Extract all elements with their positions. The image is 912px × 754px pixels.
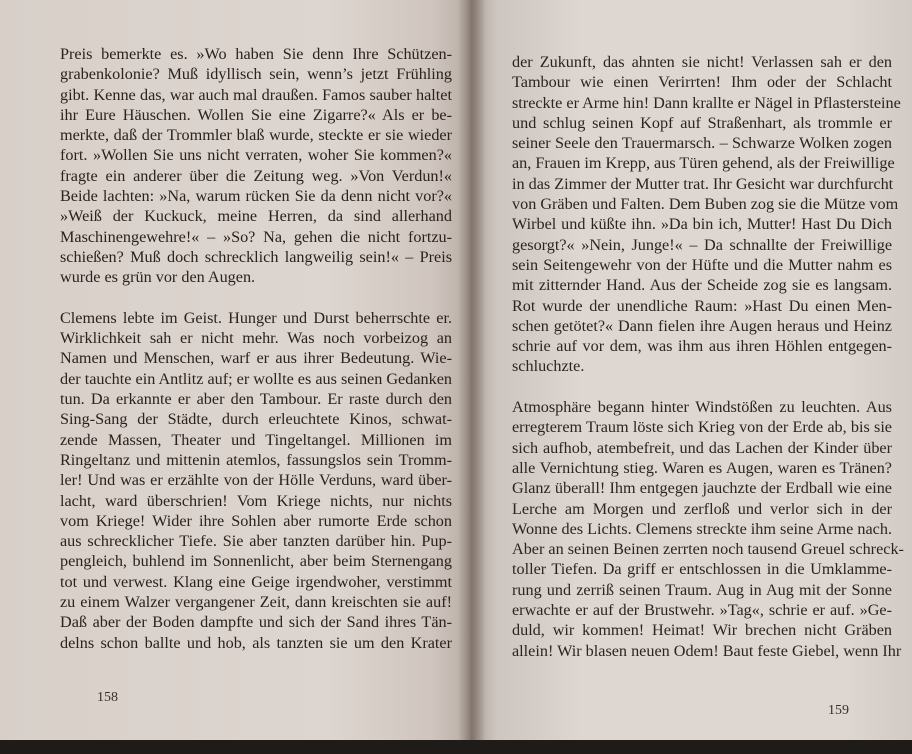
text-line: sich aufhob, atembefreit, und das Lachen der Kinder über (512, 438, 892, 457)
text-line: mit zitternder Hand. Aus der Scheide zog sie es langsam. (512, 276, 892, 295)
text-line: Atmosphäre begann hinter Windstößen zu leuchten. Aus (512, 398, 892, 417)
left-page-text (60, 44, 452, 653)
book-gutter (458, 0, 486, 740)
text-line: schen getötet?« Dann fielen ihre Augen heraus und Heinz (512, 316, 892, 335)
text-line: »Weiß der Kuckuck, meine Herren, da sind allerhand (60, 207, 452, 226)
text-line: der Zukunft, das ahnten sie nicht! Verlassen sah er den (512, 53, 892, 71)
text-line: Rot wurde der unendliche Raum: »Hast Du einen Men- (512, 296, 892, 315)
text-line: Namen und Menschen, warf er aus ihrer Bedeutung. Wie- (60, 349, 452, 368)
paragraph (512, 52, 901, 377)
text-line: allein! Wir blasen neuen Odem! Baut feste Giebel, wenn Ihr (512, 641, 902, 660)
text-line: merkte, daß der Trommler blaß wurde, steckte er sie wieder (60, 126, 452, 145)
text-line: grabenkolonie? Muß idyllisch sein, wenn’s jetzt Frühling (60, 65, 452, 84)
paragraph (60, 44, 452, 288)
text-line: Aber an seinen Beinen zerrten noch tausend Greuel schreck- (512, 540, 904, 559)
text-line: aus schrecklicher Tiefe. Sie aber tanzten darüber hin. Pup- (60, 532, 452, 551)
text-line: von Gräben und Falten. Dem Buben zog sie die Mütze vom (512, 195, 899, 214)
text-line: Wonne des Lichts. Clemens streckte ihm seine Arme nach. (512, 519, 892, 538)
text-line: in das Zimmer der Mutter trat. Ihr Gesicht war durchfurcht (512, 174, 894, 193)
text-line: pengleich, buhlend im Sonnenlicht, aber beim Sternengang (60, 552, 452, 571)
text-line: tun. Da erkannte er aber den Tambour. Er raste durch den (60, 390, 452, 409)
text-line: schrie auf vor dem, was ihm aus ihren Höhlen entgegen- (512, 337, 892, 356)
text-line: delns schon ballte und hob, als tanzten sie um den Krater (60, 633, 452, 652)
text-line: wurde es grün vor den Augen. (60, 268, 256, 287)
page-number: 158 (97, 690, 118, 705)
background-surface (0, 740, 912, 754)
text-line: ler! Und was er erzählte von der Hölle Verduns, ward über- (60, 471, 452, 490)
paragraph-gap (512, 377, 892, 397)
text-line: alle Vernichtung stieg. Waren es Augen, waren es Tränen? (512, 458, 892, 477)
text-line: lacht, ward überschrien! Vom Kriege nichts, nur nichts (60, 491, 452, 510)
right-page (470, 0, 912, 740)
right-page-text (512, 52, 904, 661)
page-number: 159 (828, 703, 849, 718)
text-line: duld, wir kommen! Heimat! Wir brechen nicht Gräben (512, 621, 892, 640)
text-line: und schlug seinen Kopf auf Straßenhart, als trommle er (512, 113, 892, 132)
text-line: an, Frauen im Krepp, aus Türen gehend, als der Freiwillige (512, 154, 895, 173)
text-line: zende Massen, Theater und Tingeltangel. Millionen im (60, 430, 452, 449)
text-line: Wirklichkeit sah er nicht mehr. Was noch vorbeizog an (60, 329, 452, 348)
text-line: seiner Seele den Trauermarsch. – Schwarze Wolken zogen (512, 134, 892, 153)
text-line: Wirbel und küßte ihn. »Da bin ich, Mutter! Hast Du Dich (512, 215, 892, 234)
text-line: Clemens lebte im Geist. Hunger und Durst beherrschte er. (60, 308, 452, 327)
text-line: sein Seitengewehr von der Hüfte und die Mutter nahm es (512, 255, 892, 274)
text-line: gesorgt?« »Nein, Junge!« – Da schnallte der Freiwillige (512, 235, 892, 254)
text-line: Glanz überall! Ihm entgegen jauchzte der Erdball wie eine (512, 479, 892, 498)
paragraph (512, 397, 904, 661)
text-line: erwachte er auf der Brustwehr. »Tag«, schrie er auf. »Ge- (512, 601, 892, 620)
text-line: schluchzte. (512, 357, 585, 376)
text-line: rung und zerriß seinen Traum. Aug in Aug mit der Sonne (512, 580, 892, 599)
text-line: toller Tiefen. Da griff er entschlossen in die Umklamme- (512, 560, 892, 579)
text-line: streckte er Arme hin! Dann krallte er Nägel in Pflastersteine (512, 93, 901, 112)
text-line: tot und verwest. Klang eine Geige irgendwoher, verstimmt (60, 572, 452, 591)
text-line: Ringeltanz und mittenin atemlos, fassungslos sein Tromm- (60, 450, 452, 469)
text-line: vom Kriege! Wider ihre Sohlen aber rumorte Erde schon (60, 511, 452, 530)
text-line: gibt. Kenne das, war auch mal draußen. Famos sauber haltet (60, 85, 452, 104)
paragraph (60, 308, 452, 653)
text-line: Preis bemerkte es. »Wo haben Sie denn Ihre Schützen- (60, 45, 452, 63)
text-line: Sing-Sang der Städte, durch erleuchtete Kinos, schwat- (60, 410, 452, 429)
text-line: Tambour wie einen Verirrten! Ihm oder der Schlacht (512, 73, 892, 92)
text-line: Lerche am Morgen und zerfloß und verlor sich in der (512, 499, 892, 518)
text-line: erregterem Traum löste sich Krieg von der Erde ab, bis sie (512, 418, 892, 437)
text-line: fragte ein anderer über die Zeitung weg. »Von Verdun!« (60, 166, 452, 185)
text-line: Beide lachten: »Na, warum rücken Sie da denn nicht vor?« (60, 187, 452, 206)
text-line: fort. »Wollen Sie uns nicht verraten, woher Sie kommen?« (60, 146, 452, 165)
text-line: schießen? Muß doch schrecklich langweilig sein!« – Preis (60, 247, 452, 266)
paragraph-gap (60, 288, 452, 308)
text-line: Daß aber der Boden dampfte und sich der Sand ihres Tän- (60, 613, 452, 632)
text-line: Maschinengewehre!« – »So? Na, gehen die nicht fortzu- (60, 227, 452, 246)
text-line: zu einem Walzer vergangener Zeit, dann kreischten sie auf! (60, 593, 452, 612)
text-line: ihr Eure Häuschen. Wollen Sie eine Zigarre?« Als er be- (60, 105, 452, 124)
text-line: der tauchte ein Antlitz auf; er wollte es aus seinen Gedanken (60, 369, 452, 388)
